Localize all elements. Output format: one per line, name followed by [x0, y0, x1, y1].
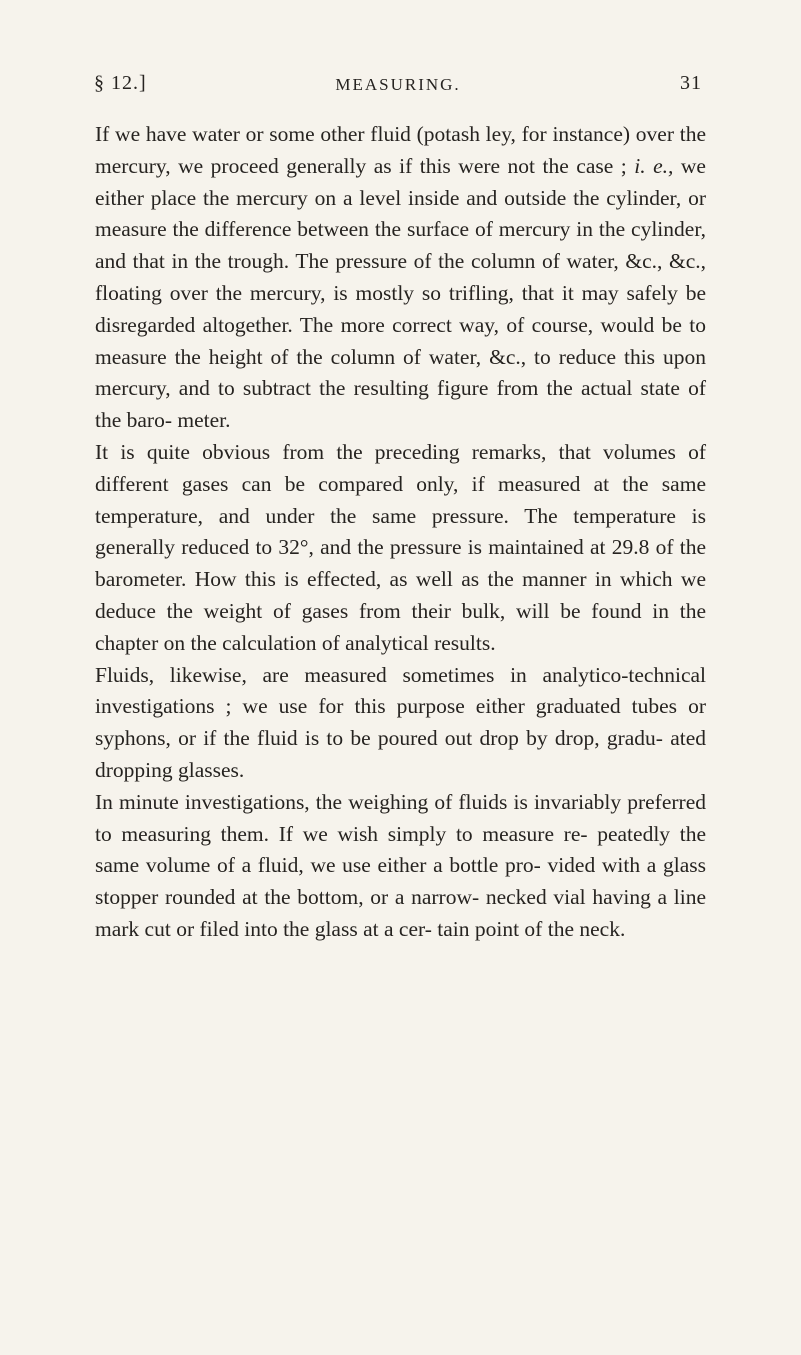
- page-number: 31: [680, 72, 702, 94]
- paragraph-1: [95, 119, 706, 437]
- section-number: § 12.]: [94, 72, 147, 94]
- paragraph-3: Fluids, likewise, are measured sometimes in analytico-technical investigations ; we use for this purpose either graduated tubes or syphons, or if the fluid is to be poured out drop by drop, gradu- ated dropping glasses.: [95, 662, 706, 782]
- paragraph-1-text: If we have water or some other fluid (potash ley, for instance) over the mercury, we proceed generally as if this were not the case ;: [95, 122, 706, 178]
- running-head: [94, 72, 702, 102]
- paragraph-4: In minute investigations, the weighing of fluids is invariably preferred to measuring them. If we wish simply to measure re- peatedly the same volume of a fluid, we use either a bottle pro- vided with a glass stopper rounded at the bottom, or a narrow- necked vial having a line mark cut or filed into the glass at a cer- tain point of the neck.: [95, 789, 706, 941]
- paragraph-2: It is quite obvious from the preceding remarks, that volumes of different gases can be compared only, if measured at the same temperature, and under the same pressure. The temperature is generally reduced to 32°, and the pressure is maintained at 29.8 of the barometer. How this is effected, as well as the manner in which we deduce the weight of gases from their bulk, will be found in the chapter on the calculation of analytical results.: [95, 439, 706, 655]
- body-text: [95, 119, 706, 946]
- running-title: MEASURING.: [335, 75, 461, 94]
- paragraph-1-text-cont: we either place the mercury on a level inside and outside the cylinder, or measure the difference between the surface of mercury in the cylinder, and that in the trough. The pressure of the column of water, &c., &c., floating over the mercury, is mostly so trifling, that it may safely be disregarded altogether. The more correct way, of course, would be to measure the height of the column of water, &c., to reduce this upon mercury, and to subtract the resulting figure from the actual state of the baro- meter.: [95, 153, 706, 433]
- abbreviation-ie: i. e.,: [634, 153, 674, 178]
